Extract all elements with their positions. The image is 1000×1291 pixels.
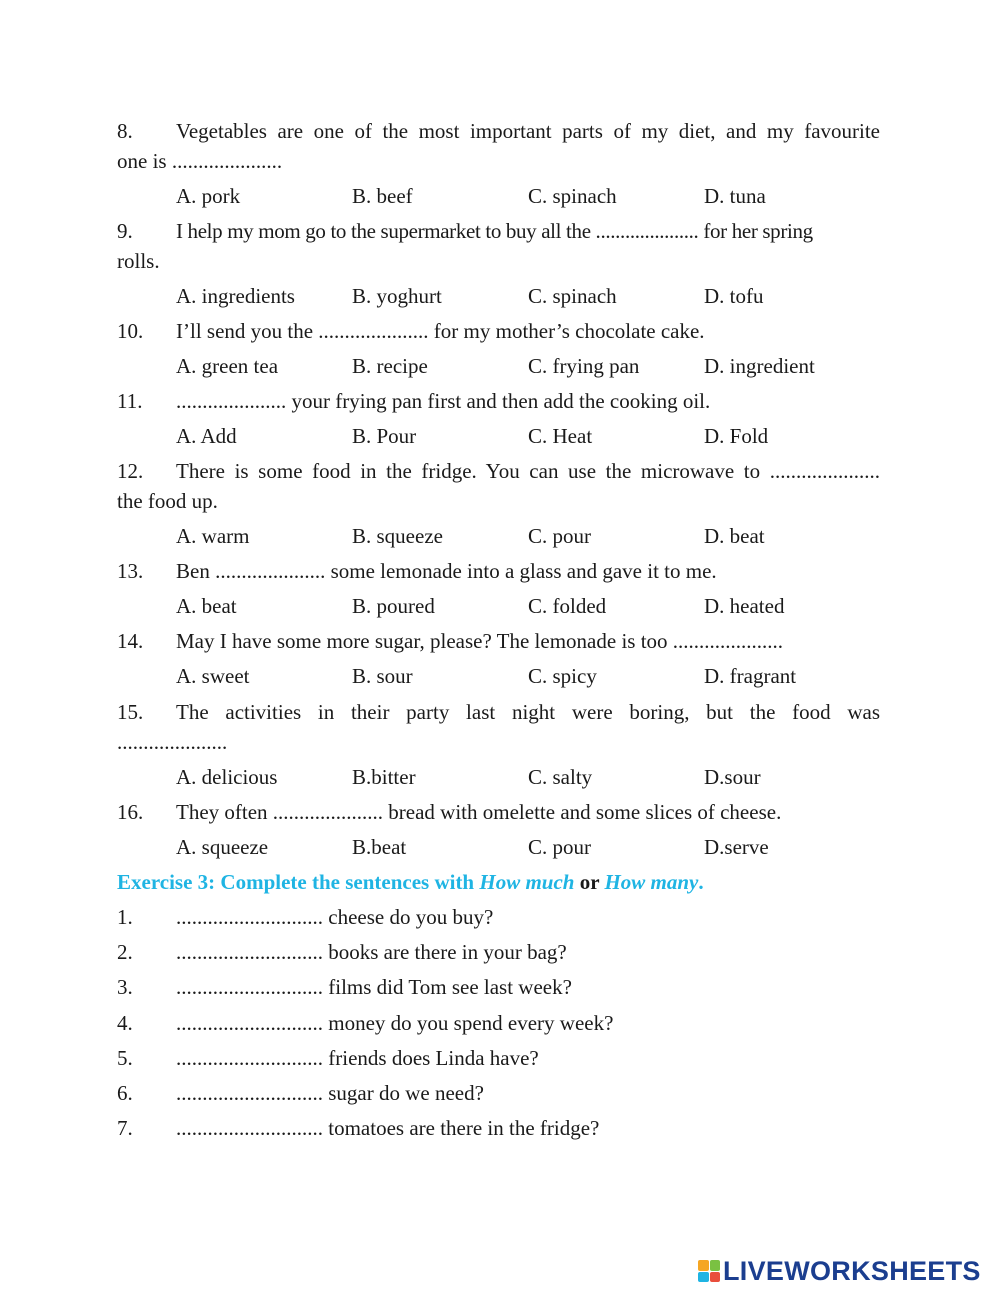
question-stem: ..................... your frying pan first and then add the cooking oil. xyxy=(176,389,711,413)
option-d[interactable]: D. beat xyxy=(704,524,765,548)
option-d[interactable]: D. ingredient xyxy=(704,354,815,378)
question-stem: I’ll send you the ..................... for my mother’s chocolate cake. xyxy=(176,319,705,343)
option-c[interactable]: C. spinach xyxy=(528,184,617,208)
option-a[interactable]: A. sweet xyxy=(176,664,250,688)
question-stem: May I have some more sugar, please? The lemonade is too ..................... xyxy=(176,629,784,653)
option-b[interactable]: B. sour xyxy=(352,664,413,688)
question-number: 11. xyxy=(117,389,143,413)
item-number: 7. xyxy=(117,1116,133,1140)
item-number: 4. xyxy=(117,1011,133,1035)
option-a[interactable]: A. ingredients xyxy=(176,284,295,308)
question-stem: The activities in their party last night were boring, but the food was xyxy=(176,700,880,724)
exercise-3-heading xyxy=(117,867,704,897)
question-stem: Vegetables are one of the most important parts of my diet, and my favourite xyxy=(176,119,880,143)
question-stem-continued: the food up. xyxy=(117,489,218,513)
logo-tile xyxy=(698,1260,709,1271)
option-c[interactable]: C. spicy xyxy=(528,664,597,688)
question-stem-continued: one is ..................... xyxy=(117,149,283,173)
question-number: 14. xyxy=(117,629,144,653)
item-number: 6. xyxy=(117,1081,133,1105)
item-number: 3. xyxy=(117,975,133,999)
item-number: 5. xyxy=(117,1046,133,1070)
option-b[interactable]: B. poured xyxy=(352,594,435,618)
option-c[interactable]: C. pour xyxy=(528,524,591,548)
option-a[interactable]: A. warm xyxy=(176,524,250,548)
option-d[interactable]: D. heated xyxy=(704,594,785,618)
option-a[interactable]: A. pork xyxy=(176,184,241,208)
item-text[interactable]: ............................ books are there in your bag? xyxy=(176,940,567,964)
question-stem: Ben ..................... some lemonade into a glass and gave it to me. xyxy=(176,559,717,583)
question-number: 13. xyxy=(117,559,144,583)
option-b[interactable]: B. recipe xyxy=(352,354,428,378)
option-d[interactable]: D. fragrant xyxy=(704,664,797,688)
option-d[interactable]: D. tofu xyxy=(704,284,764,308)
logo-tile xyxy=(698,1272,709,1283)
question-number: 8. xyxy=(117,119,133,143)
heading-prefix: Exercise 3: Complete the sentences with xyxy=(117,870,480,894)
question-stem-continued: rolls. xyxy=(117,249,160,273)
question-number: 10. xyxy=(117,319,144,343)
item-text[interactable]: ............................ films did Tom see last week? xyxy=(176,975,572,999)
question-stem: There is some food in the fridge. You can use the microwave to ..................... xyxy=(176,459,880,483)
option-c[interactable]: C. Heat xyxy=(528,424,593,448)
item-text[interactable]: ............................ tomatoes are there in the fridge? xyxy=(176,1116,600,1140)
option-a[interactable]: A. Add xyxy=(176,424,237,448)
option-b[interactable]: B.beat xyxy=(352,835,407,859)
heading-end: . xyxy=(698,870,704,894)
logo-tile xyxy=(710,1260,721,1271)
question-number: 12. xyxy=(117,459,144,483)
liveworksheets-logo-icon xyxy=(698,1260,720,1282)
option-a[interactable]: A. squeeze xyxy=(176,835,269,859)
item-text[interactable]: ............................ money do you spend every week? xyxy=(176,1011,614,1035)
question-number: 15. xyxy=(117,700,144,724)
option-a[interactable]: A. delicious xyxy=(176,765,278,789)
item-text[interactable]: ............................ cheese do you buy? xyxy=(176,905,494,929)
item-text[interactable]: ............................ sugar do we need? xyxy=(176,1081,484,1105)
item-number: 1. xyxy=(117,905,133,929)
option-c[interactable]: C. spinach xyxy=(528,284,617,308)
question-number: 16. xyxy=(117,800,144,824)
logo-tile xyxy=(710,1272,721,1283)
option-b[interactable]: B. yoghurt xyxy=(352,284,442,308)
option-b[interactable]: B. squeeze xyxy=(352,524,443,548)
question-number: 9. xyxy=(117,219,133,243)
option-d[interactable]: D. Fold xyxy=(704,424,769,448)
option-b[interactable]: B. Pour xyxy=(352,424,417,448)
heading-how-many: How many xyxy=(604,870,699,894)
heading-how-much: How much xyxy=(479,870,575,894)
item-number: 2. xyxy=(117,940,133,964)
option-d[interactable]: D. tuna xyxy=(704,184,766,208)
option-b[interactable]: B.bitter xyxy=(352,765,416,789)
logo-text: LIVEWORKSHEETS xyxy=(723,1256,981,1286)
option-b[interactable]: B. beef xyxy=(352,184,413,208)
heading-or: or xyxy=(574,870,605,894)
option-c[interactable]: C. salty xyxy=(528,765,593,789)
question-stem: They often ..................... bread with omelette and some slices of cheese. xyxy=(176,800,782,824)
question-stem: I help my mom go to the supermarket to buy all the ..................... for her spring xyxy=(176,219,813,243)
option-d[interactable]: D.sour xyxy=(704,765,761,789)
option-c[interactable]: C. frying pan xyxy=(528,354,640,378)
question-stem-continued: ..................... xyxy=(117,730,228,754)
option-d[interactable]: D.serve xyxy=(704,835,769,859)
liveworksheets-logo[interactable] xyxy=(698,1257,981,1285)
option-c[interactable]: C. folded xyxy=(528,594,607,618)
item-text[interactable]: ............................ friends does Linda have? xyxy=(176,1046,539,1070)
option-a[interactable]: A. beat xyxy=(176,594,237,618)
option-c[interactable]: C. pour xyxy=(528,835,591,859)
option-a[interactable]: A. green tea xyxy=(176,354,279,378)
